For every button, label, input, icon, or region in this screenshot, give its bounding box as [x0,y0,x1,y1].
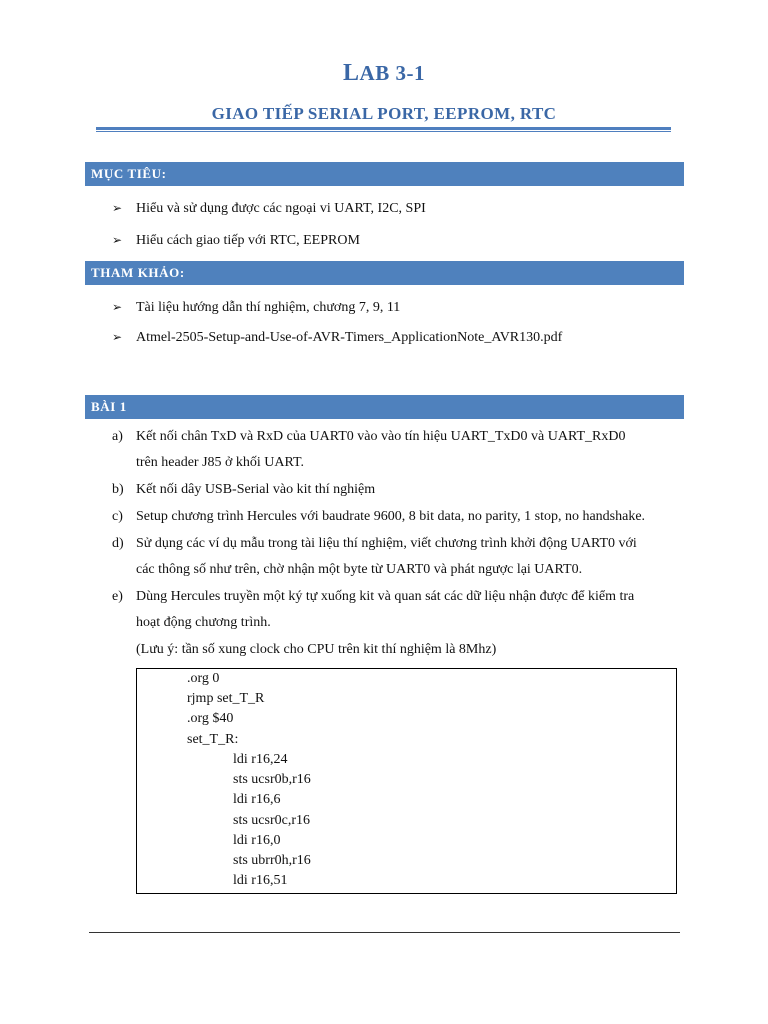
objective-text: Hiểu cách giao tiếp với RTC, EEPROM [136,233,360,248]
footer-divider [89,932,680,933]
lab-title-initial: L [343,60,360,86]
step-text: Dùng Hercules truyền một ký tự xuống kit và quan sát các dữ liệu nhận được để kiểm tra [136,589,635,604]
step-text: Kết nối chân TxD và RxD của UART0 vào vào tín hiệu UART_TxD0 và UART_RxD0 [136,429,626,444]
code-line: sts ucsr0c,r16 [233,813,310,828]
code-line: sts ucsr0b,r16 [233,772,311,787]
code-listing [136,668,677,894]
exercise-step [112,428,625,446]
objective-item [112,199,426,218]
code-line: set_T_R: [187,732,239,747]
exercise-step [112,481,375,499]
section-references-heading: THAM KHẢO: [85,261,684,285]
code-line: ldi r16,6 [233,792,281,807]
reference-item [112,328,562,347]
exercise-step [112,588,634,606]
step-text-continued: các thông số như trên, chờ nhận một byte từ UART0 và phát ngược lại UART0. [136,562,583,577]
lab-subtitle: GIAO TIẾP SERIAL PORT, EEPROM, RTC [211,104,557,123]
step-label: d) [112,536,124,551]
objective-text: Hiểu và sử dụng được các ngoại vi UART, I2C, SPI [136,201,426,216]
code-line: .org 0 [187,671,220,686]
exercise-step [112,535,637,553]
arrowhead-bullet-icon: ➢ [112,300,123,314]
step-label: a) [112,429,123,444]
step-label: b) [112,482,124,497]
reference-text: Atmel-2505-Setup-and-Use-of-AVR-Timers_ApplicationNote_AVR130.pdf [136,330,563,345]
objective-item [112,231,360,250]
reference-text: Tài liệu hướng dẫn thí nghiệm, chương 7, 9, 11 [136,300,401,315]
section-objectives-heading: MỤC TIÊU: [85,162,684,186]
exercise-step [112,508,645,526]
code-line: sts ubrr0h,r16 [233,853,311,868]
code-line: ldi r16,24 [233,752,288,767]
arrowhead-bullet-icon: ➢ [112,330,123,344]
step-note: (Lưu ý: tần số xung clock cho CPU trên kit thí nghiệm là 8Mhz) [136,642,497,657]
step-text: Setup chương trình Hercules với baudrate 9600, 8 bit data, no parity, 1 stop, no handshake. [136,509,646,524]
step-label: e) [112,589,123,604]
code-line: ldi r16,51 [233,873,288,888]
step-text: Kết nối dây USB-Serial vào kit thí nghiệm [136,482,376,497]
arrowhead-bullet-icon: ➢ [112,201,123,215]
section-exercise1-heading: BÀI 1 [85,395,684,419]
code-line: .org $40 [187,711,234,726]
lab-title [0,60,768,87]
step-text-continued: trên header J85 ở khối UART. [136,455,305,470]
step-text-continued: hoạt động chương trình. [136,615,271,630]
lab-title-rest: AB 3-1 [359,61,425,85]
code-line: ldi r16,0 [233,833,281,848]
title-divider [96,127,671,132]
reference-item [112,298,400,317]
step-label: c) [112,509,123,524]
arrowhead-bullet-icon: ➢ [112,233,123,247]
step-text: Sử dụng các ví dụ mẫu trong tài liệu thí nghiệm, viết chương trình khởi động UART0 với [136,536,637,551]
code-line: rjmp set_T_R [187,691,265,706]
